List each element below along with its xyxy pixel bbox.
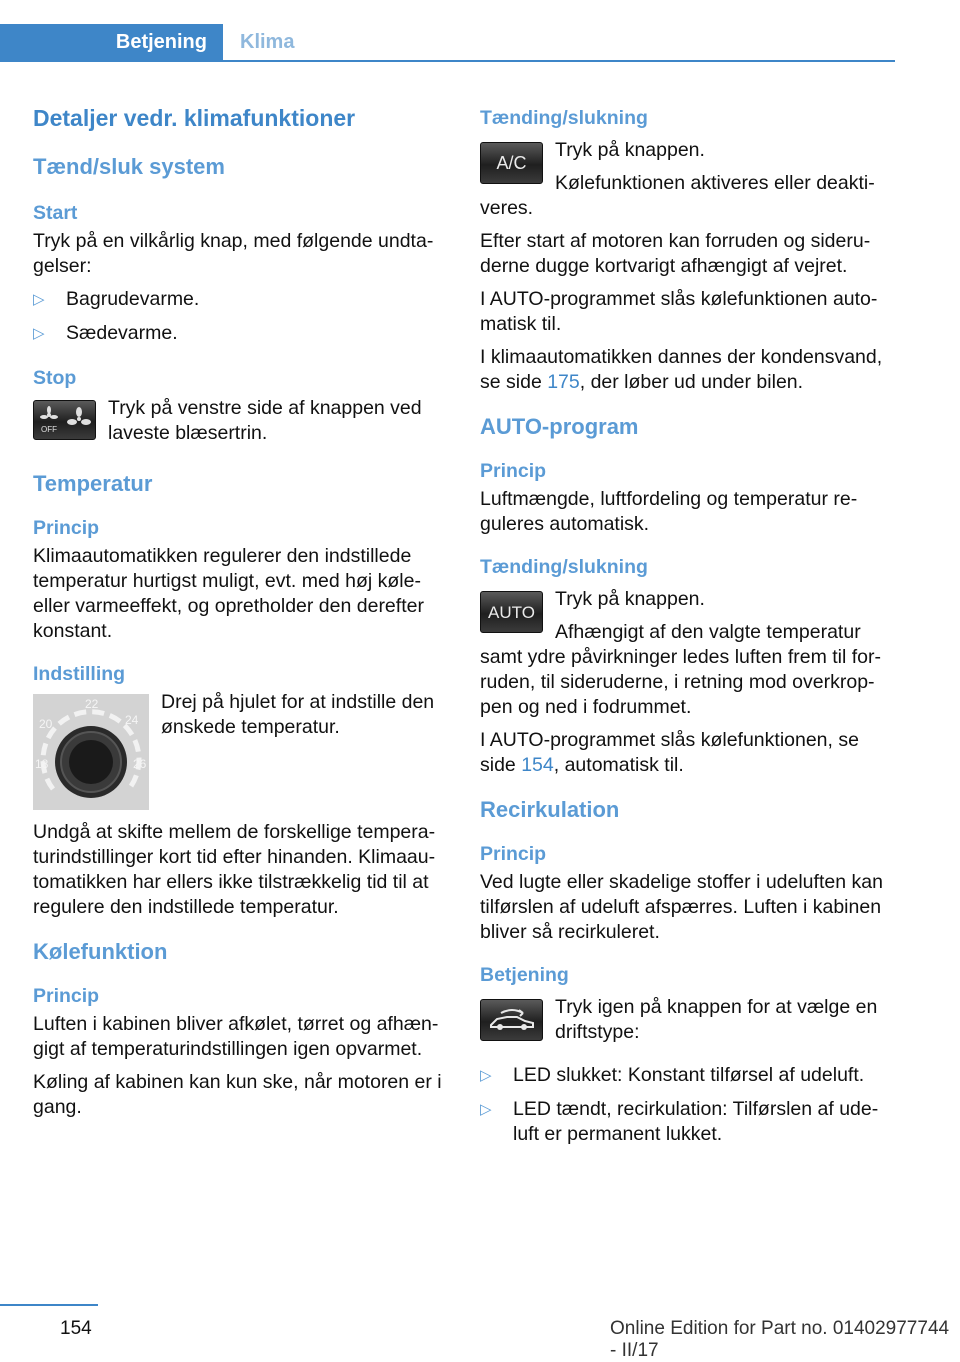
list-item: ▷ Sædevarme. bbox=[33, 322, 178, 344]
temperature-dial-icon bbox=[33, 694, 149, 810]
ac-button-icon: A/C bbox=[480, 142, 543, 184]
list-item: ▷ LED tændt, recirkulation: Tilførslen af udeluft er permanent lukket. bbox=[480, 1098, 879, 1145]
tab-betjening bbox=[0, 24, 223, 62]
ac-line1: Tryk på knappen. bbox=[555, 139, 705, 161]
heading-koelefunktion: Kølefunktion bbox=[33, 939, 168, 964]
recirc-princip-text: Ved lugte eller skadelige stoffer i udeluften kan tilførslen af udeluft afspærres. Luften i kabinen bliver så recirkuleret. bbox=[480, 871, 883, 943]
heading-princip-cool: Princip bbox=[33, 985, 100, 1007]
svg-text:20: 20 bbox=[39, 717, 53, 731]
heading-stop: Stop bbox=[33, 367, 77, 389]
heading-princip: Princip bbox=[33, 517, 100, 539]
page-link-175[interactable]: 175 bbox=[547, 371, 580, 393]
stop-instruction bbox=[33, 396, 448, 452]
auto-text: I AUTO-programmet slås kølefunktionen, se side 154, automatisk til. bbox=[480, 729, 859, 776]
svg-text:18: 18 bbox=[35, 757, 49, 771]
svg-text:24: 24 bbox=[125, 713, 139, 727]
heading-princip-recirc: Princip bbox=[480, 843, 547, 865]
tab-klima: Klima bbox=[240, 31, 295, 53]
page-header bbox=[0, 24, 895, 62]
temp-dial-instruction bbox=[33, 690, 448, 810]
heading-auto-program: AUTO-program bbox=[480, 414, 639, 439]
heading-temperatur: Temperatur bbox=[33, 471, 153, 496]
temp-princip-text: Klimaautomatikken regulerer den indstillede temperatur hurtigst muligt, evt. med høj køle- eller varmeeffekt, og opretholder den derefter konstant. bbox=[33, 545, 424, 642]
ac-line2: Kølefunktionen aktiveres eller deaktiveres. bbox=[480, 172, 875, 219]
auto-princip-text: Luftmængde, luftfordeling og temperatur reguleres automatisk. bbox=[480, 488, 858, 535]
heading-recirkulation: Recirkulation bbox=[480, 797, 620, 822]
auto-line1: Tryk på knappen. bbox=[555, 588, 705, 610]
cool-text-2: Køling af kabinen kan kun ske, når motoren er i gang. bbox=[33, 1071, 442, 1118]
recirc-modes-list bbox=[480, 1063, 895, 1147]
heading-taending-slukning-auto: Tænding/slukning bbox=[480, 556, 648, 578]
ac-text-2: I AUTO-programmet slås kølefunktionen automatisk til. bbox=[480, 288, 878, 335]
triangle-bullet-icon: ▷ bbox=[480, 1067, 492, 1084]
start-exceptions-list bbox=[33, 287, 448, 346]
list-item: ▷ Bagrudevarme. bbox=[33, 288, 200, 310]
svg-text:26: 26 bbox=[133, 757, 147, 771]
triangle-bullet-icon: ▷ bbox=[480, 1101, 492, 1118]
heading-taend-sluk: Tænd/sluk system bbox=[33, 154, 225, 179]
ac-instruction bbox=[480, 138, 895, 221]
indstilling-text: Drej på hjulet for at indstille den ønskede temperatur. bbox=[161, 691, 435, 738]
left-column bbox=[33, 96, 448, 1128]
recirc-instruction bbox=[480, 995, 895, 1051]
triangle-bullet-icon: ▷ bbox=[33, 325, 45, 342]
page-title: Detaljer vedr. klimafunktioner bbox=[33, 105, 356, 131]
triangle-bullet-icon: ▷ bbox=[33, 291, 45, 308]
svg-text:OFF: OFF bbox=[40, 425, 57, 434]
auto-button-icon: AUTO bbox=[480, 591, 543, 633]
start-text: Tryk på en vilkårlig knap, med følgende undtagelser: bbox=[33, 230, 434, 277]
heading-betjening: Betjening bbox=[480, 964, 569, 986]
heading-indstilling: Indstilling bbox=[33, 663, 126, 685]
page-number: 154 bbox=[60, 1318, 92, 1339]
page-link-154[interactable]: 154 bbox=[521, 754, 554, 776]
fan-off-button-icon bbox=[33, 400, 96, 440]
svg-text:22: 22 bbox=[85, 697, 99, 711]
heading-taending-slukning: Tænding/slukning bbox=[480, 107, 648, 129]
recirculation-button-icon bbox=[480, 999, 543, 1041]
stop-text: Tryk på venstre side af knappen ved laveste blæsertrin. bbox=[108, 397, 422, 444]
ac-text-1: Efter start af motoren kan forruden og sideruderne dugge kortvarigt afhængigt af vejret. bbox=[480, 230, 871, 277]
ac-text-3: I klimaautomatikken dannes der kondensvand, se side 175, der løber ud under bilen. bbox=[480, 346, 883, 393]
cool-text-1: Luften i kabinen bliver afkølet, tørret og afhængigt af temperaturindstillingen igen opvarmet. bbox=[33, 1013, 439, 1060]
auto-line2: Afhængigt af den valgte temperatur samt ydre påvirkninger ledes luften frem til forruden, til sideruderne, i retning mod overkroppen og ned i fodrummet. bbox=[480, 621, 881, 718]
footer-rule bbox=[0, 1304, 98, 1306]
right-column bbox=[480, 96, 895, 1156]
auto-instruction bbox=[480, 587, 895, 720]
list-item: ▷ LED slukket: Konstant tilførsel af udeluft. bbox=[480, 1064, 865, 1086]
heading-start: Start bbox=[33, 202, 78, 224]
temp-note: Undgå at skifte mellem de forskellige temperaturindstillinger kort tid efter hinanden. Klimaautomatikken har ellers ikke tilstrækkelig tid til at regulere den indstillede temperatur. bbox=[33, 821, 436, 918]
recirc-betj-text: Tryk igen på knappen for at vælge en driftstype: bbox=[555, 996, 878, 1043]
heading-princip-auto: Princip bbox=[480, 460, 547, 482]
tab-betjening-label: Betjening bbox=[115, 31, 207, 53]
edition-note: Online Edition for Part no. 01402977744 - II/17 bbox=[610, 1318, 950, 1361]
